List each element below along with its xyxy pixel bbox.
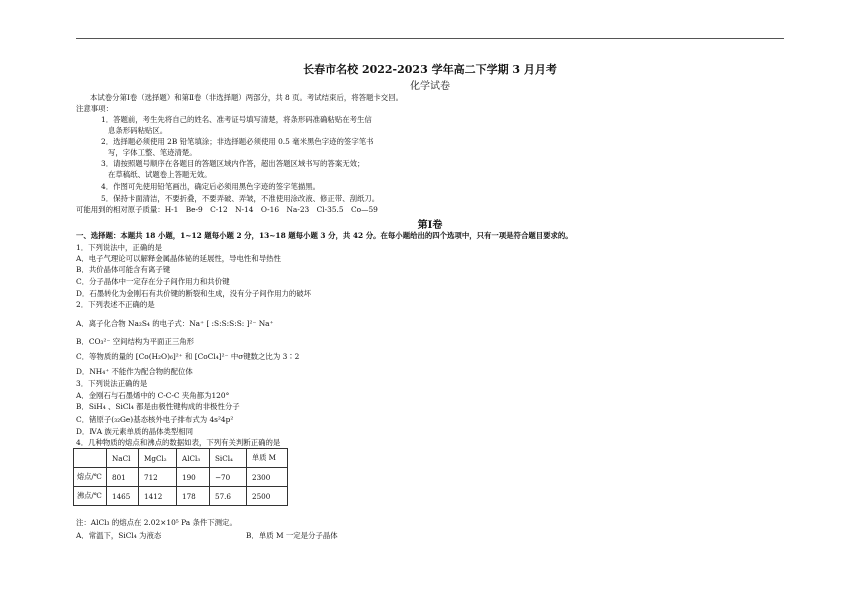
question-2-option-c: C．等物质的量的 [Co(H₂O)₆]²⁺ 和 [CoCl₄]²⁻ 中σ键数之比为 3∶2 [76, 352, 300, 361]
table-cell: 2500 [247, 487, 288, 506]
question-4-option-a: A．常温下，SiCl₄ 为液态 [76, 531, 162, 540]
table-cell: 1465 [107, 487, 139, 506]
question-3-option-d: D．ⅣA 族元素单质的晶体类型相同 [76, 427, 194, 436]
table-cell: 712 [139, 468, 177, 487]
note-line: 写，字体工整、笔迹清楚。 [108, 148, 197, 157]
table-row [74, 487, 288, 506]
table-header-cell [74, 449, 107, 468]
question-1-option-c: C．分子晶体中一定存在分子间作用力和共价键 [76, 277, 230, 286]
table-cell: 801 [107, 468, 139, 487]
question-2-option-d: D．NH₄⁺ 不能作为配合物的配位体 [76, 367, 193, 376]
question-3-option-b: B．SiH₄ 、SiCl₄ 都是由极性键构成的非极性分子 [76, 402, 240, 411]
table-cell: 57.6 [210, 487, 247, 506]
table-cell: 熔点/℃ [74, 468, 107, 487]
note-line: 在草稿纸、试题卷上答题无效。 [108, 170, 212, 179]
atomic-masses: 可能用到的相对原子质量：H-1 Be-9 C-12 N-14 O-16 Na-23 Cl-35.5 Co—59 [76, 205, 378, 214]
table-header-cell: MgCl₂ [139, 449, 177, 468]
table-cell: 190 [177, 468, 210, 487]
table-header-cell: SiCl₄ [210, 449, 247, 468]
question-2-option-b: B．CO₃²⁻ 空间结构为平面正三角形 [76, 337, 195, 346]
exam-subtitle: 化学试卷 [410, 81, 450, 92]
section-title: 第Ⅰ卷 [417, 220, 443, 231]
question-1-option-b: B．共价晶体可能含有离子键 [76, 265, 171, 274]
note-line: 2．选择题必须使用 2B 铅笔填涂；非选择题必须使用 0.5 毫米黑色字迹的签字笔书 [101, 137, 374, 146]
section-instruction: 一、选择题：本题共 18 小题，1~12 题每小题 2 分，13~18 题每小题 3 分，共 42 分。在每小题给出的四个选项中，只有一项是符合题目要求的。 [76, 231, 573, 240]
table-cell: 沸点/℃ [74, 487, 107, 506]
question-2-option-a: A．离子化合物 Na₂S₄ 的电子式：Na⁺ [ :S:S:S:S: ]²⁻ Na⁺ [76, 319, 274, 328]
note-line: 息条形码粘贴区。 [108, 126, 168, 135]
table-cell: 178 [177, 487, 210, 506]
table-row [74, 468, 288, 487]
table-cell: 1412 [139, 487, 177, 506]
question-3-option-c: C．锗原子(₃₂Ge)基态核外电子排布式为 4s²4p² [76, 415, 234, 424]
table-header-cell: AlCl₃ [177, 449, 210, 468]
melting-boiling-table [73, 448, 288, 506]
note-line: 4．作图可先使用铅笔画出，确定后必须用黑色字迹的签字笔描黑。 [101, 182, 321, 191]
question-4-option-b: B．单质 M 一定是分子晶体 [246, 531, 338, 540]
header-rule [76, 38, 784, 39]
table-header-row [74, 449, 288, 468]
table-header-cell: 单质 M [247, 449, 288, 468]
note-line: 1．答题前，考生先将自己的姓名、准考证号填写清楚，将条形码准确粘贴在考生信 [101, 115, 372, 124]
question-4-note: 注：AlCl₃ 的熔点在 2.02×10⁵ Pa 条件下测定。 [76, 518, 237, 527]
table-cell: 2300 [247, 468, 288, 487]
question-3-stem: 3．下列说法正确的是 [76, 379, 148, 388]
table-header-cell: NaCl [107, 449, 139, 468]
question-4-stem: 4．几种物质的熔点和沸点的数据如表，下列有关判断正确的是 [76, 438, 281, 447]
notes-heading: 注意事项： [76, 104, 113, 113]
intro-text: 本试卷分第Ⅰ卷（选择题）和第Ⅱ卷（非选择题）两部分，共 8 页。考试结束后，将答题卡交回。 [90, 93, 403, 102]
question-2-stem: 2．下列表述不正确的是 [76, 300, 155, 309]
note-line: 3．请按照题号顺序在各题目的答题区域内作答，超出答题区域书写的答案无效； [101, 159, 365, 168]
question-3-option-a: A．金刚石与石墨烯中的 C-C-C 夹角都为120° [76, 391, 230, 400]
question-1-option-a: A．电子气理论可以解释金属晶体铋的延展性，导电性和导热性 [76, 254, 281, 263]
question-1-stem: 1．下列说法中，正确的是 [76, 243, 163, 252]
table-cell: −70 [210, 468, 247, 487]
question-1-option-d: D．石墨转化为金刚石有共价键的断裂和生成，没有分子间作用力的破坏 [76, 289, 312, 298]
note-line: 5．保持卡面清洁，不要折叠，不要弄破、弄皱，不准使用涂改液、修正带、刮纸刀。 [101, 194, 380, 203]
exam-title: 长春市名校 2022-2023 学年高二下学期 3 月月考 [303, 63, 557, 76]
